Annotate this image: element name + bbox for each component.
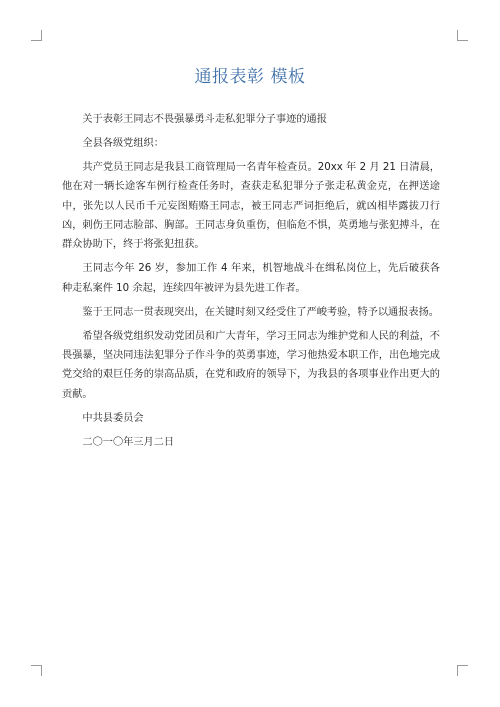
body-paragraph: 共产党员王同志是我县工商管理局一名青年检查员。20xx 年 2 月 21 日清晨，他在对一辆长途客车例行检查任务时，查获走私犯罪分子张走私黄金克，在押送途中，张先以人民币千元妄图贿赂王同志，被王同志严词拒绝后，就凶相毕露拔刀行凶，刺伤王同志脸部、胸部。王同志身负重伤，但临危不惧，英勇地与张犯搏斗，在群众协助下，终于将张犯扭获。: [62, 161, 440, 251]
document-subject: 关于表彰王同志不畏强暴勇斗走私犯罪分子事迹的通报: [82, 114, 327, 125]
page-corner-mark-top-left: [31, 30, 42, 41]
document-signature: 中共县委员会: [82, 412, 144, 424]
body-paragraph: 鉴于王同志一贯表现突出，在关键时刻又经受住了严峻考验，特予以通报表扬。: [82, 306, 439, 318]
body-paragraph: 王同志今年 26 岁，参加工作 4 年来，机智地战斗在缉私岗位上，先后破获各种走私案件 10 余起，连续四年被评为县先进工作者。: [62, 263, 440, 294]
page-corner-mark-top-right: [457, 30, 468, 41]
page-corner-mark-bottom-right: [457, 665, 468, 676]
document-date: 二〇一〇年三月二日: [82, 436, 175, 448]
document-body: [62, 110, 440, 457]
body-paragraph: 希望各级党组织发动党团员和广大青年，学习王同志为维护党和人民的利益，不畏强暴，坚决同违法犯罪分子作斗争的英勇事迹，学习他热爱本职工作，出色地完成党交给的艰巨任务的崇高品质，在党和政府的领导下，为我县的各项事业作出更大的贡献。: [62, 330, 440, 400]
page-corner-mark-bottom-left: [31, 665, 42, 676]
document-salutation: 全县各级党组织：: [82, 137, 164, 149]
document-title: 通报表彰 模板: [194, 67, 306, 87]
